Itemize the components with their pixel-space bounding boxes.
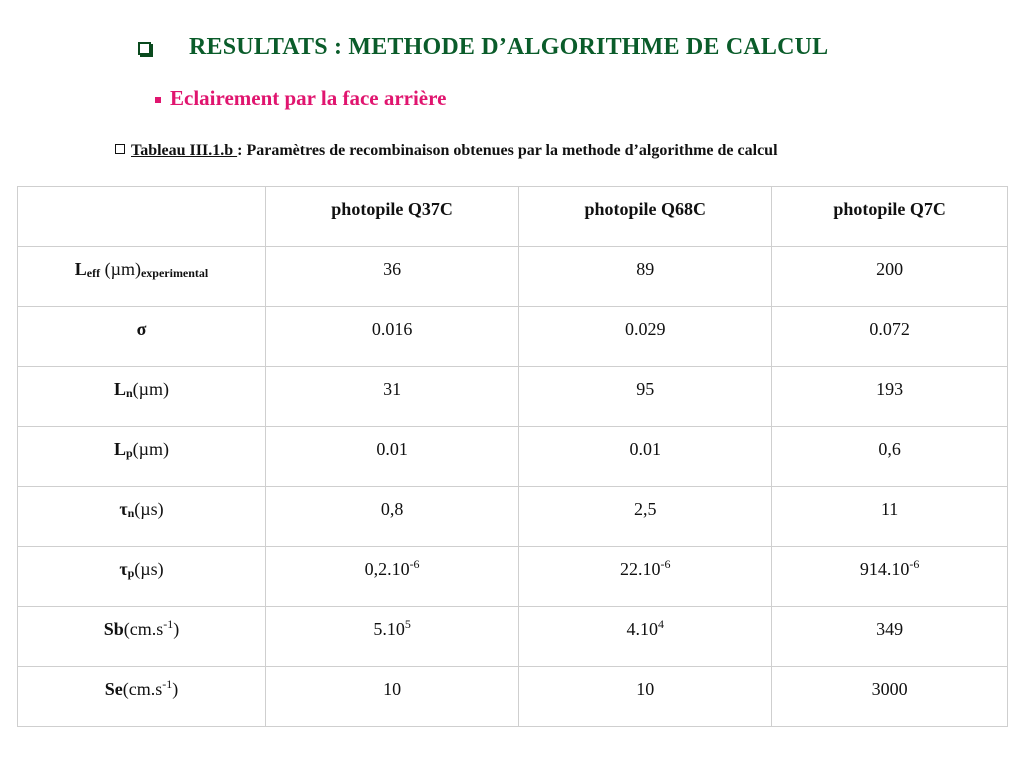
corner-cell (18, 187, 266, 247)
row-label-symbol (114, 379, 133, 399)
table-cell (266, 247, 519, 307)
table-cell (772, 547, 1008, 607)
table-cell (266, 607, 519, 667)
cell-value: 0.072 (869, 319, 910, 339)
cell-value: 0,8 (380, 499, 404, 519)
table-cell (266, 487, 519, 547)
table-cell (519, 307, 772, 367)
column-header: photopile Q68C (519, 187, 772, 247)
row-label-symbol (119, 559, 134, 579)
row-label-subscript: n (125, 386, 133, 400)
row-label-symbol (119, 499, 134, 519)
cell-value: 349 (876, 619, 904, 639)
caption-text: : Paramètres de recombinaison obtenues par la methode d’algorithme de calcul (237, 142, 778, 159)
table-cell (266, 307, 519, 367)
cell-value: 36 (383, 259, 402, 279)
table-cell (519, 667, 772, 727)
row-label-symbol (114, 439, 133, 459)
cell-value: 11 (880, 499, 899, 519)
row-label-main: τ (119, 499, 128, 519)
row-label (18, 607, 266, 667)
row-label-main: Se (104, 679, 123, 699)
row-label-unit-close: ) (173, 619, 180, 639)
row-label-symbol (105, 679, 123, 699)
header-row (18, 187, 1008, 247)
row-label-unit: (µm) (132, 439, 170, 459)
cell-value: 10 (636, 679, 655, 699)
cell-exponent: -6 (660, 557, 671, 571)
table-row (18, 667, 1008, 727)
small-box-icon (115, 144, 125, 154)
cell-value: 200 (876, 259, 904, 279)
cell-value: 3000 (871, 679, 908, 699)
row-label-symbol (137, 319, 147, 339)
cell-exponent: 4 (657, 617, 664, 631)
cell-value: 5.10 (373, 619, 405, 639)
row-label-unit: (µs) (134, 559, 164, 579)
table-cell (266, 367, 519, 427)
row-label-unit: (cm.s (123, 619, 164, 639)
table-cell (519, 427, 772, 487)
table-row (18, 367, 1008, 427)
table-cell (519, 607, 772, 667)
subtitle: Eclairement par la face arrière (170, 86, 447, 110)
table-cell (266, 427, 519, 487)
caption-label: Tableau III.1.b (131, 142, 238, 159)
table-row (18, 547, 1008, 607)
cell-value: 0.01 (629, 439, 661, 459)
cell-value: 95 (636, 379, 655, 399)
row-label-main: L (113, 379, 126, 399)
row-label-subscript: n (127, 506, 135, 520)
row-label (18, 247, 266, 307)
table-cell (772, 367, 1008, 427)
cell-exponent: 5 (404, 617, 411, 631)
table-cell (519, 247, 772, 307)
table-cell (266, 547, 519, 607)
row-label (18, 367, 266, 427)
table-row (18, 427, 1008, 487)
table-cell (772, 307, 1008, 367)
cell-value: 22.10 (619, 559, 661, 579)
cell-value: 2,5 (633, 499, 657, 519)
table-row (18, 487, 1008, 547)
row-label-unit-superscript: -1 (162, 677, 173, 691)
row-label-main: σ (136, 319, 147, 339)
row-label-main: L (74, 259, 87, 279)
row-label-unit-close: ) (172, 679, 179, 699)
title-row (138, 34, 828, 61)
row-label-unit: (µs) (134, 499, 164, 519)
table-cell (519, 367, 772, 427)
cell-value: 10 (383, 679, 402, 699)
page-title: RESULTATS : METHODE D’ALGORITHME DE CALCUL (189, 34, 829, 60)
cell-value: 914.10 (859, 559, 910, 579)
table-row (18, 607, 1008, 667)
row-label-symbol (75, 259, 100, 279)
row-label (18, 547, 266, 607)
table-row (18, 247, 1008, 307)
row-label-unit-superscript: -1 (163, 617, 174, 631)
cell-value: 0.01 (376, 439, 408, 459)
cell-value: 0.029 (624, 319, 666, 339)
row-label-subscript: p (127, 566, 135, 580)
row-label (18, 427, 266, 487)
row-label-unit: (cm.s (122, 679, 163, 699)
table-cell (772, 247, 1008, 307)
table-cell (266, 667, 519, 727)
table-caption (115, 142, 778, 160)
table-cell (772, 607, 1008, 667)
table-cell (519, 547, 772, 607)
table-cell (519, 487, 772, 547)
table-cell (772, 667, 1008, 727)
square-bullet-icon (155, 97, 161, 103)
cell-value: 4.10 (626, 619, 658, 639)
row-label-unit: (µm) (132, 379, 170, 399)
cell-exponent: -6 (909, 557, 920, 571)
row-label (18, 487, 266, 547)
table-cell (772, 427, 1008, 487)
checkbox-icon (138, 42, 151, 55)
table-cell (772, 487, 1008, 547)
row-label-subscript: p (125, 446, 133, 460)
table-row (18, 307, 1008, 367)
column-header: photopile Q37C (266, 187, 519, 247)
row-label-subscript: eff (86, 266, 101, 280)
row-label (18, 307, 266, 367)
column-header: photopile Q7C (772, 187, 1008, 247)
cell-value: 0.016 (371, 319, 413, 339)
cell-value: 0,6 (878, 439, 901, 459)
row-label (18, 667, 266, 727)
cell-value: 193 (876, 379, 904, 399)
parameters-table (17, 186, 1008, 727)
row-label-main: Sb (103, 619, 124, 639)
cell-value: 0,2.10 (364, 559, 410, 579)
row-label-main: L (113, 439, 126, 459)
cell-value: 31 (383, 379, 402, 399)
row-label-unit: (µm) (100, 259, 141, 279)
subtitle-row (155, 86, 446, 111)
cell-exponent: -6 (409, 557, 420, 571)
row-label-symbol (104, 619, 124, 639)
cell-value: 89 (636, 259, 655, 279)
row-label-unit-subscript: experimental (140, 266, 209, 280)
row-label-main: τ (119, 559, 128, 579)
